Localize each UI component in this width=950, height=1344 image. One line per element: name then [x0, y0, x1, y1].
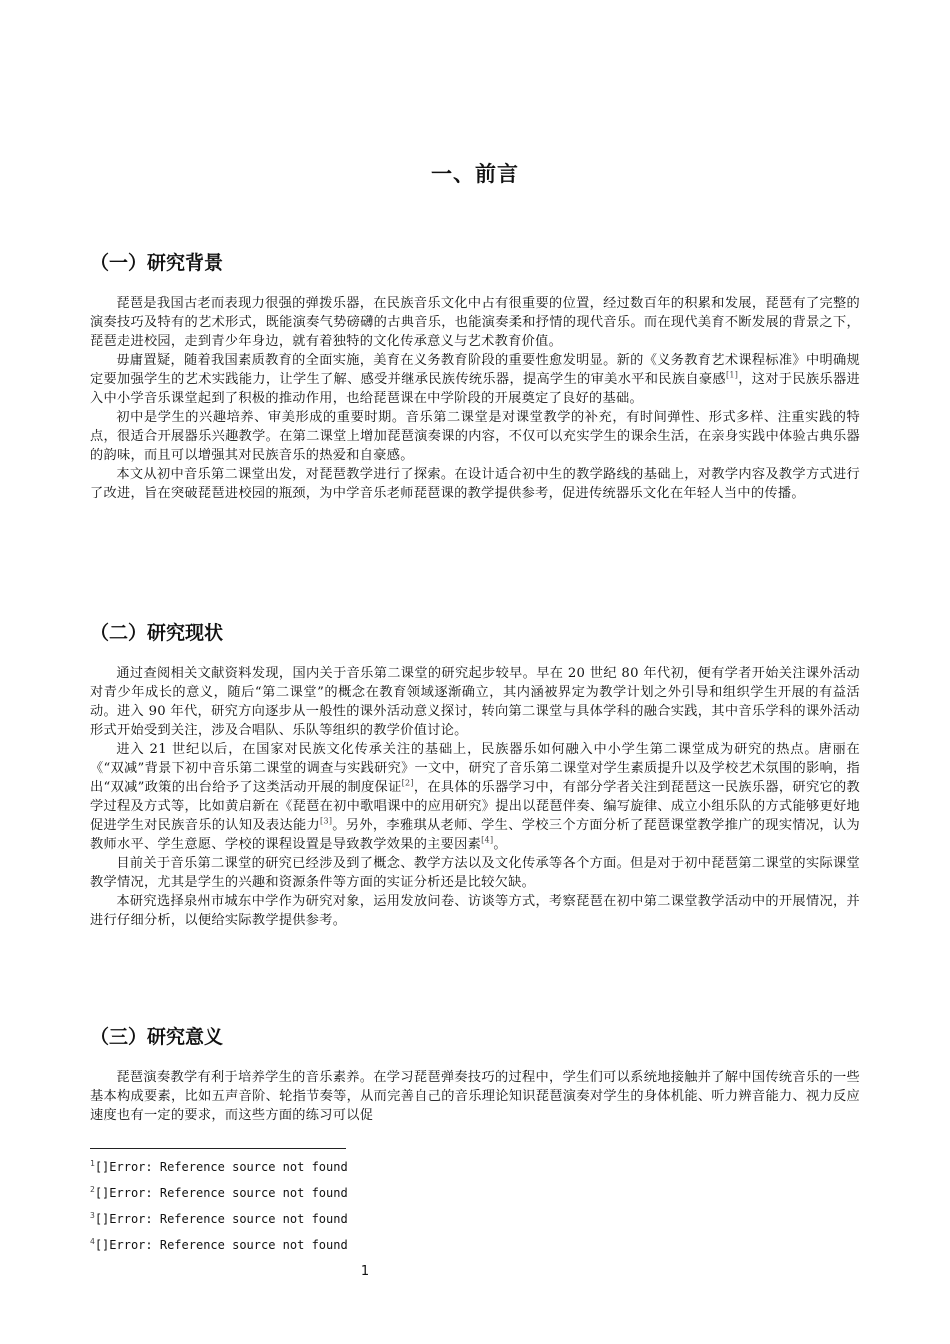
citation-mark: [1]: [725, 370, 739, 380]
paragraph-text: 初中是学生的兴趣培养、审美形成的重要时期。音乐第二课堂是对课堂教学的补充，有时间弹性、形式多样、注重实践的特点，很适合开展器乐兴趣教学。在第二课堂上增加琵琶演奏课的内容，不仅可以充实学生的课余生活，在亲身实践中体验古典乐器的韵味，而且可以增强其对民族音乐的热爱和自豪感。: [90, 410, 860, 463]
body-paragraph: [90, 664, 860, 740]
body-paragraph: [90, 351, 860, 408]
footnote-mark: 1: [90, 1159, 95, 1168]
body-paragraph: [90, 408, 860, 465]
footnote-text: []Error: Reference source not found: [94, 1238, 348, 1252]
section-heading: （三）研究意义: [90, 1026, 224, 1048]
paragraph-text: 本研究选择泉州市城东中学作为研究对象，运用发放问卷、访谈等方式，考察琵琶在初中第二课堂教学活动中的开展情况，并进行仔细分析，以便给实际教学提供参考。: [90, 894, 860, 928]
section-research-status: [90, 620, 860, 930]
body-paragraph: [90, 892, 860, 930]
section-body: [90, 664, 860, 930]
section-heading: （一）研究背景: [90, 252, 224, 274]
paragraph-text: 毋庸置疑，随着我国素质教育的全面实施，美育在义务教育阶段的重要性愈发明显。新的《义务教育艺术课程标准》中明确规定要加强学生的艺术实践能力，让学生了解、感受并继承民族传统乐器，提高学生的审美水平和民族自豪感: [90, 353, 860, 387]
body-paragraph: [90, 465, 860, 503]
section-body: [90, 294, 860, 503]
citation-mark: [2]: [401, 778, 414, 788]
paragraph-text: 本文从初中音乐第二课堂出发，对琵琶教学进行了探索。在设计适合初中生的教学路线的基础上，对教学内容及教学方式进行了改进，旨在突破琵琶进校园的瓶颈，为中学音乐老师琵琶课的教学提供参考，促进传统器乐文化在年轻人当中的传播。: [90, 467, 860, 501]
section-research-significance: [90, 1024, 860, 1125]
paragraph-text: ，这对于民族乐器进入中小学音乐课堂起到了积极的推动作用，也给琵琶课在中学阶段的开展奠定了良好的基础。: [90, 372, 860, 406]
paragraph-text: 。: [493, 837, 507, 852]
footnote-mark: 4: [90, 1237, 95, 1246]
footnote: [90, 1236, 690, 1262]
citation-mark: [4]: [481, 835, 494, 845]
paragraph-text: 。另外，李雅琪从老师、学生、学校三个方面分析了琵琶课堂教学推广的现实情况，认为教师水平、学生意愿、学校的课程设置是导致教学效果的主要因素: [90, 818, 860, 852]
footnote-text: []Error: Reference source not found: [94, 1212, 348, 1226]
chapter-title: 一、前言: [431, 162, 519, 186]
paragraph-text: 进入 21 世纪以后，在国家对民族文化传承关注的基础上，民族器乐如何融入中小学生第二课堂成为研究的热点。唐丽在《“双减”背景下初中音乐第二课堂的调查与实践研究》一文中，研究了音乐第二课堂对学生素质提升以及学校艺术氛围的影响，指出“双减”政策的出台给予了这类活动开展的制度保证: [90, 742, 860, 795]
section-research-background: [90, 250, 860, 503]
footnote-mark: 3: [90, 1211, 95, 1220]
paragraph-text: 琵琶是我国古老而表现力很强的弹拨乐器，在民族音乐文化中占有很重要的位置，经过数百年的积累和发展，琵琶有了完整的演奏技巧及特有的艺术形式，既能演奏气势磅礴的古典音乐，也能演奏柔和抒情的现代音乐。而在现代美育不断发展的背景之下，琵琶走进校园，走到青少年身边，就有着独特的文化传承意义与艺术教育价值。: [90, 296, 860, 349]
body-paragraph: [90, 1068, 860, 1125]
paragraph-text: 目前关于音乐第二课堂的研究已经涉及到了概念、教学方法以及文化传承等各个方面。但是对于初中琵琶第二课堂的实际课堂教学情况，尤其是学生的兴趣和资源条件等方面的实证分析还是比较欠缺。: [90, 856, 860, 890]
footnote-divider: [90, 1148, 346, 1149]
footnote-mark: 2: [90, 1185, 95, 1194]
footnote-text: []Error: Reference source not found: [94, 1160, 348, 1174]
page-number: 1: [360, 1264, 370, 1279]
footnote: [90, 1210, 690, 1236]
body-paragraph: [90, 740, 860, 854]
footnotes: [90, 1158, 690, 1262]
citation-mark: [3]: [320, 816, 333, 826]
footnote: [90, 1158, 690, 1184]
section-body: [90, 1068, 860, 1125]
section-heading: （二）研究现状: [90, 622, 224, 644]
body-paragraph: [90, 294, 860, 351]
paragraph-text: ，在具体的乐器学习中，有部分学者关注到琵琶这一民族乐器，研究它的教学过程及方式等，比如黄启新在《琵琶在初中歌唱课中的应用研究》提出以琵琶伴奏、编写旋律、成立小组乐队的方式能够更好地促进学生对民族音乐的认知及表达能力: [90, 780, 860, 833]
paragraph-text: 琵琶演奏教学有利于培养学生的音乐素养。在学习琵琶弹奏技巧的过程中，学生们可以系统地接触并了解中国传统音乐的一些基本构成要素，比如五声音阶、轮指节奏等，从而完善自己的音乐理论知识琵琶演奏对学生的身体机能、听力辨音能力、视力反应速度也有一定的要求，而这些方面的练习可以促: [90, 1070, 860, 1123]
footnote-text: []Error: Reference source not found: [94, 1186, 348, 1200]
body-paragraph: [90, 854, 860, 892]
paragraph-text: 通过查阅相关文献资料发现，国内关于音乐第二课堂的研究起步较早。早在 20 世纪 80 年代初，便有学者开始关注课外活动对青少年成长的意义，随后“第二课堂”的概念在教育领域逐渐确立，其内涵被界定为教学计划之外引导和组织学生开展的有益活动。进入 90 年代，研究方向逐步从一般性的课外活动意义探讨，转向第二课堂与具体学科的融合实践，其中音乐学科的课外活动形式开始受到关注，涉及合唱队、乐队等组织的教学价值讨论。: [90, 666, 860, 738]
footnote: [90, 1184, 690, 1210]
